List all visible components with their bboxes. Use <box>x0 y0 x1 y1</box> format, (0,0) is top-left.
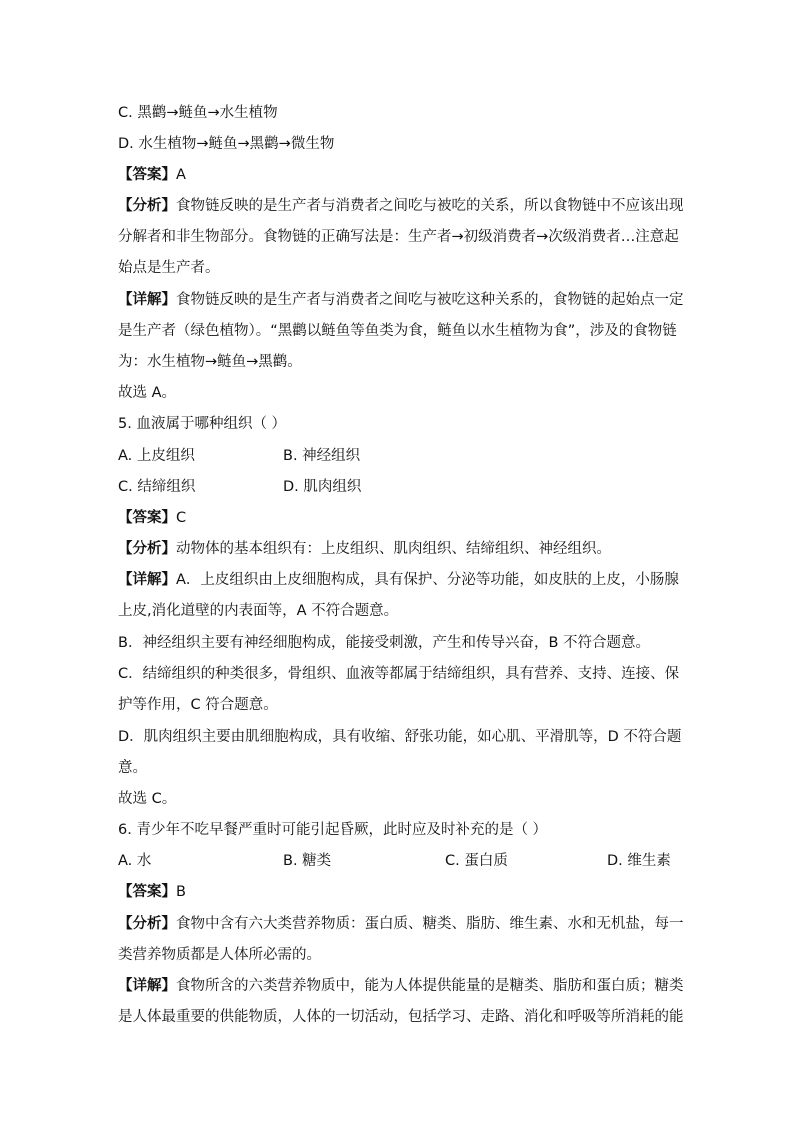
q5-detail-line-1 <box>118 570 678 590</box>
q4-option-c: C. 黑鹳→鲢鱼→水生植物 <box>118 105 278 121</box>
q6-question: 6. 青少年不吃早餐严重时可能引起昏厥，此时应及时补充的是（ ） <box>118 822 548 838</box>
analysis-text: 食物中含有六大类营养物质：蛋白质、糖类、脂肪、维生素、水和无机盐，每一 <box>176 916 684 932</box>
answer-value: A <box>176 167 186 183</box>
q5-answer <box>118 508 678 528</box>
analysis-text: 食物链反映的是生产者与消费者之间吃与被吃的关系，所以食物链中不应该出现 <box>176 198 684 214</box>
q5-option-c: C. 结缔组织 <box>118 479 196 495</box>
q5-detail-line-5: 护等作用，C 符合题意。 <box>118 697 278 713</box>
analysis-text: 动物体的基本组织有：上皮组织、肌肉组织、结缔组织、神经组织。 <box>176 541 611 557</box>
q4-conclusion: 故选 A。 <box>118 385 177 401</box>
q6-detail-line-2: 是人体最重要的供能物质，人体的一切活动，包括学习、走路、消化和呼吸等所消耗的能 <box>118 1009 684 1025</box>
q5-detail-line-3: B．神经组织主要有神经细胞构成，能接受刺激，产生和传导兴奋，B 不符合题意。 <box>118 635 651 651</box>
q4-option-d: D. 水生植物→鲢鱼→黑鹳→微生物 <box>118 136 335 152</box>
q6-answer <box>118 882 678 902</box>
q5-option-d: D. 肌肉组织 <box>283 479 362 495</box>
answer-value: C <box>176 510 187 526</box>
detail-tag: 【详解】 <box>118 292 176 308</box>
detail-tag: 【详解】 <box>118 572 176 588</box>
analysis-tag: 【分析】 <box>118 198 176 214</box>
detail-text: A．上皮组织由上皮细胞构成，具有保护、分泌等功能，如皮肤的上皮，小肠腺 <box>176 572 679 588</box>
detail-text: 食物链反映的是生产者与消费者之间吃与被吃这种关系的，食物链的起始点一定 <box>176 292 684 308</box>
q4-analysis-line-1 <box>118 196 684 216</box>
q5-detail-line-2: 上皮,消化道壁的内表面等，A 不符合题意。 <box>118 603 399 619</box>
q5-detail-line-6: D．肌肉组织主要由肌细胞构成，具有收缩、舒张功能，如心肌、平滑肌等，D 不符合题 <box>118 729 682 745</box>
q6-option-a: A. 水 <box>118 853 152 869</box>
q5-conclusion: 故选 C。 <box>118 791 177 807</box>
q5-analysis-line-1 <box>118 539 678 559</box>
answer-tag: 【答案】 <box>118 884 176 900</box>
q6-analysis-line-2: 类营养物质都是人体所必需的。 <box>118 947 321 963</box>
q5-detail-line-7: 意。 <box>118 760 147 776</box>
q6-option-b: B. 糖类 <box>283 853 332 869</box>
q6-analysis-line-1 <box>118 914 684 934</box>
q4-analysis-line-2: 分解者和非生物部分。食物链的正确写法是：生产者→初级消费者→次级消费者…注意起 <box>118 229 679 245</box>
q5-option-a: A. 上皮组织 <box>118 448 195 464</box>
q4-analysis-line-3: 始点是生产者。 <box>118 260 220 276</box>
q4-detail-line-2: 是生产者（绿色植物）。“黑鹳以鲢鱼等鱼类为食，鲢鱼以水生植物为食”，涉及的食物链 <box>118 323 677 339</box>
answer-tag: 【答案】 <box>118 167 176 183</box>
q5-question: 5. 血液属于哪种组织（ ） <box>118 416 287 432</box>
answer-value: B <box>176 884 186 900</box>
analysis-tag: 【分析】 <box>118 541 176 557</box>
q4-answer <box>118 165 678 185</box>
q6-detail-line-1 <box>118 976 684 996</box>
q5-detail-line-4: C．结缔组织的种类很多，骨组织、血液等都属于结缔组织，具有营养、支持、连接、保 <box>118 666 680 682</box>
q6-option-c: C. 蛋白质 <box>445 853 508 869</box>
answer-tag: 【答案】 <box>118 510 176 526</box>
detail-tag: 【详解】 <box>118 978 176 994</box>
q4-detail-line-1 <box>118 290 684 310</box>
analysis-tag: 【分析】 <box>118 916 176 932</box>
q4-detail-line-3: 为：水生植物→鲢鱼→黑鹳。 <box>118 354 302 370</box>
q6-option-d: D. 维生素 <box>607 853 671 869</box>
q5-option-b: B. 神经组织 <box>283 448 361 464</box>
detail-text: 食物所含的六类营养物质中，能为人体提供能量的是糖类、脂肪和蛋白质；糖类 <box>176 978 684 994</box>
